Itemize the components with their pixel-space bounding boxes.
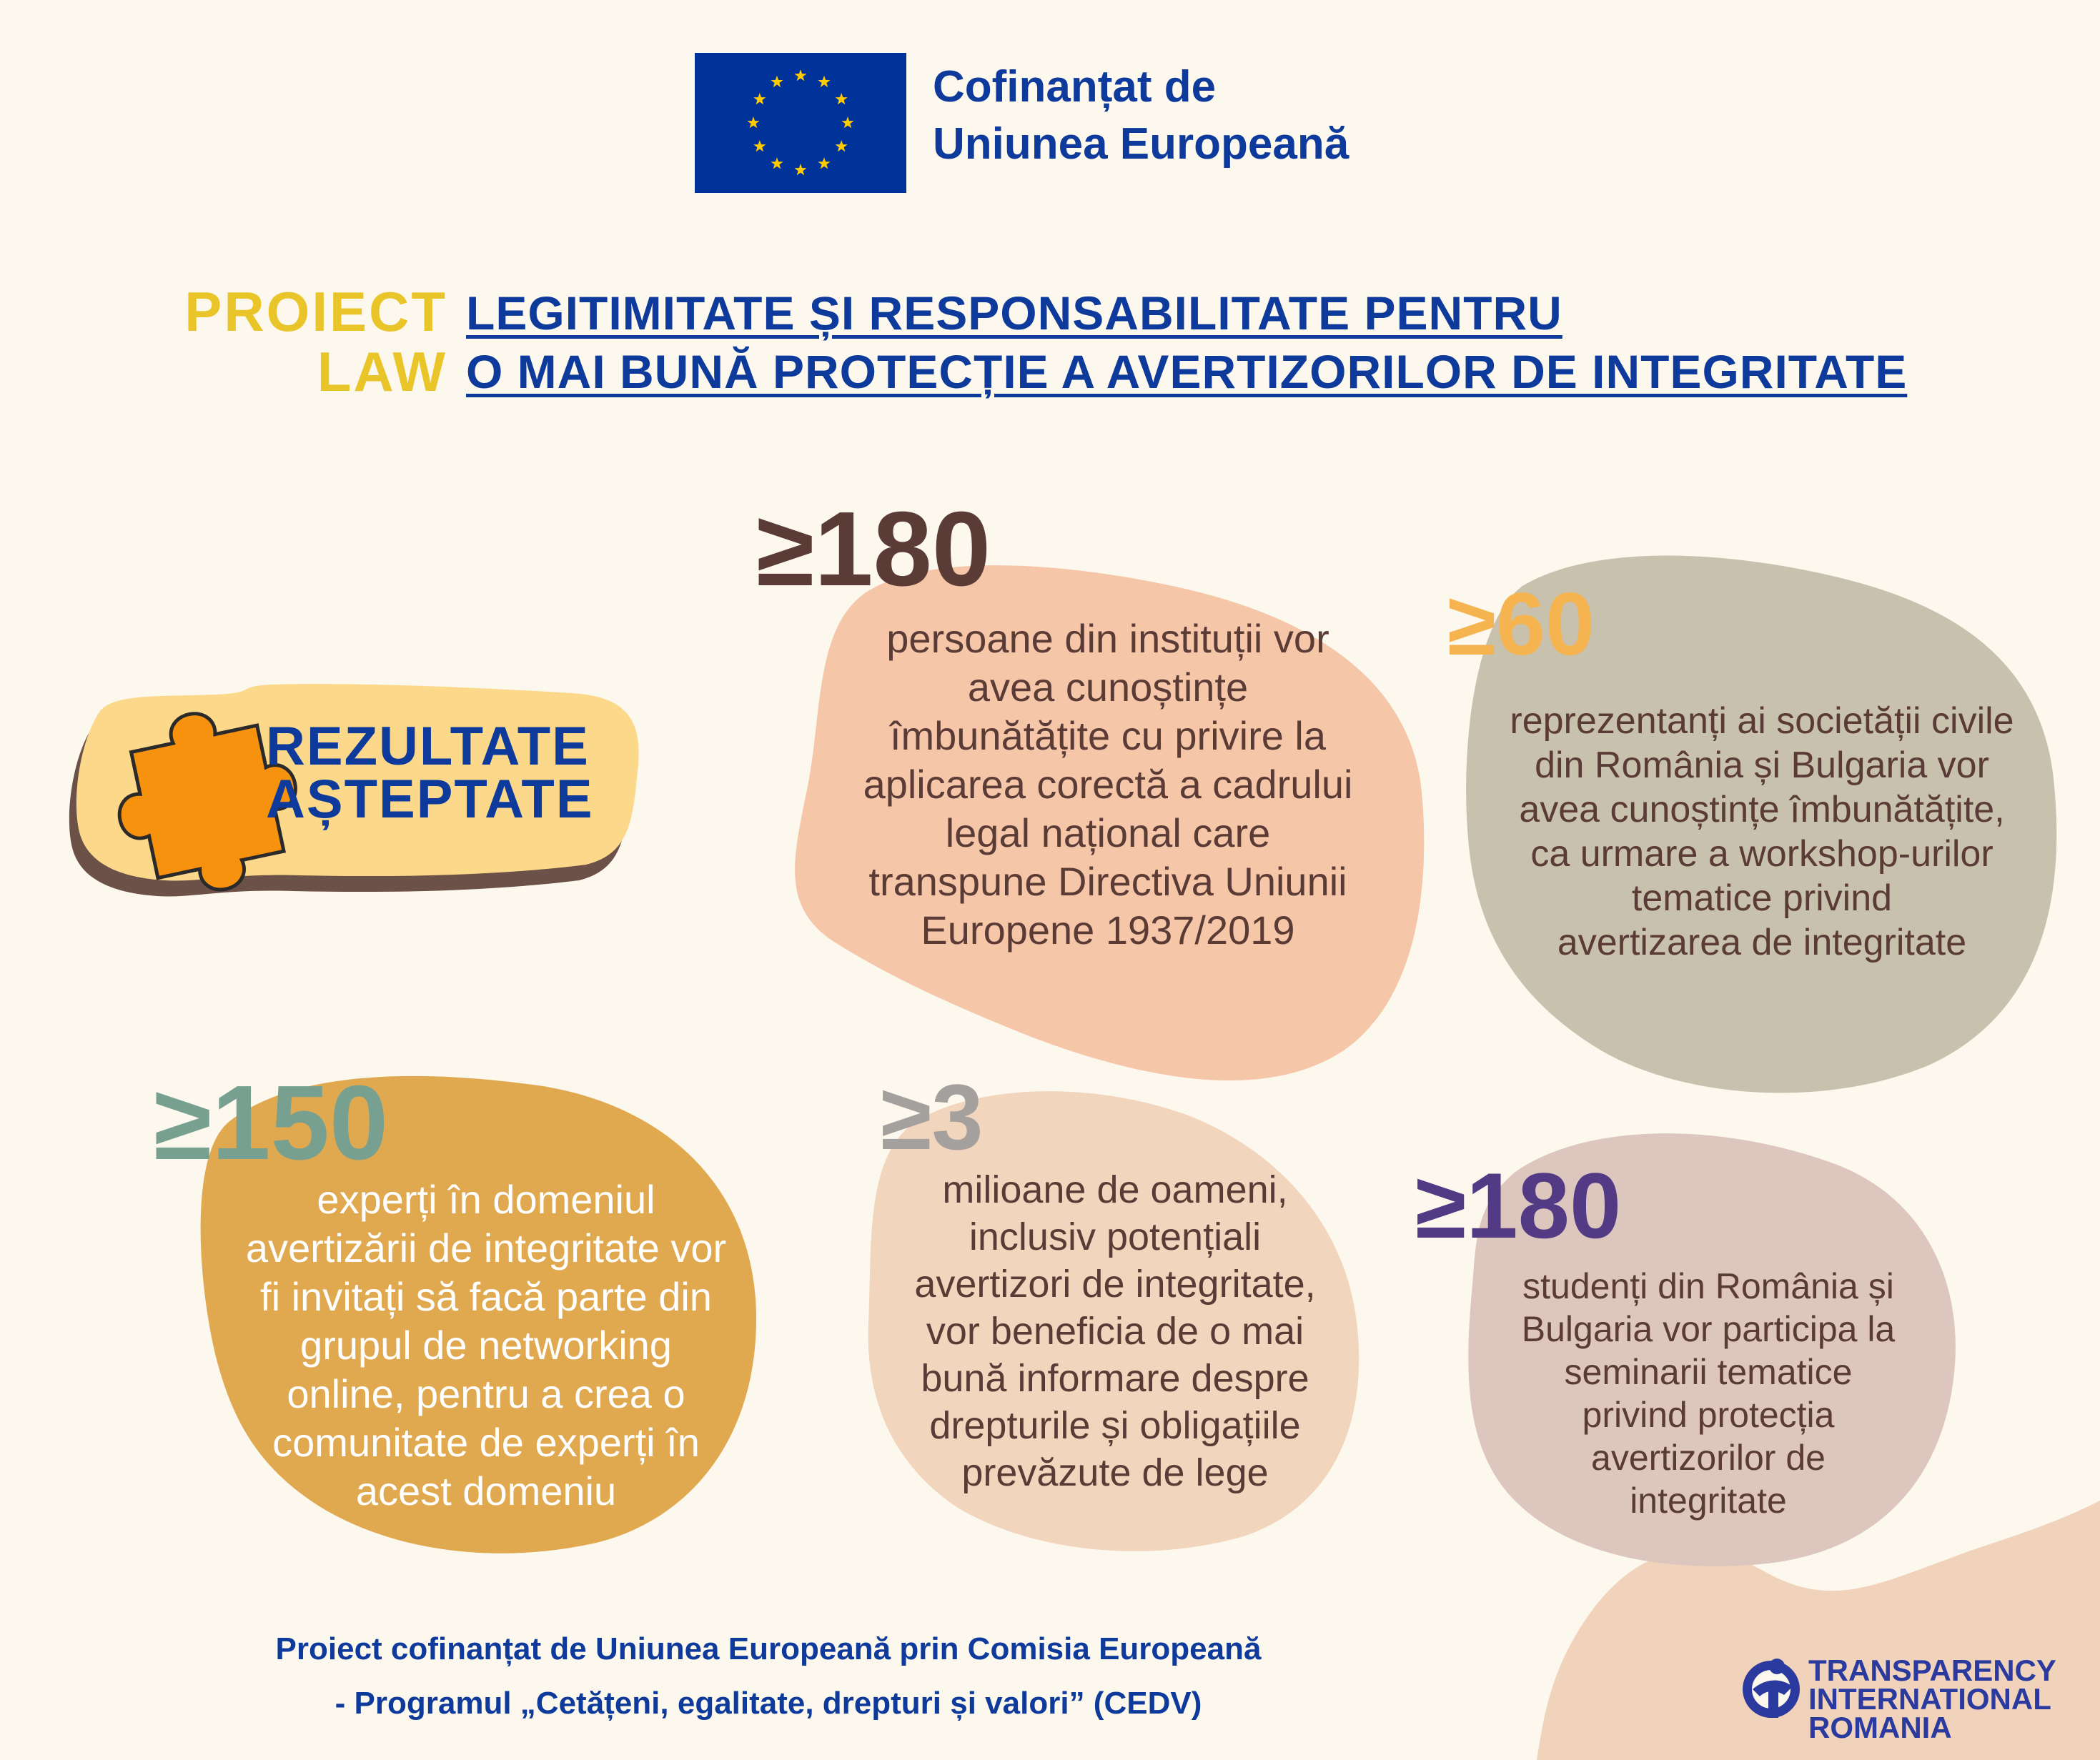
stat-description-3: [214, 1175, 758, 1516]
footer-note: [0, 1622, 1537, 1731]
eu-flag-icon: [695, 53, 906, 193]
project-label-line-1: PROIECT: [184, 280, 447, 343]
logo-line-1: TRANSPARENCY: [1808, 1654, 2056, 1687]
stat-5-line: studenți din România și: [1522, 1266, 1894, 1306]
stat-4-line: inclusiv potențiali: [969, 1215, 1262, 1258]
stat-4-line: vor beneficia de o mai: [926, 1310, 1304, 1353]
stat-description-1: [822, 615, 1394, 955]
badge-line-1: REZULTATE: [266, 716, 590, 777]
stat-value-3: ≥150: [154, 1064, 389, 1182]
stat-3-line: online, pentru a crea o: [287, 1371, 685, 1416]
title-line-1: LEGITIMITATE ȘI RESPONSABILITATE PENTRU: [466, 287, 1562, 339]
funding-line-2: Uniunea Europeană: [933, 119, 1349, 169]
stat-3-line: comunitate de experți în: [272, 1420, 700, 1465]
stat-1-line: aplicarea corectă a cadrului: [863, 762, 1353, 807]
funding-text: [933, 59, 1349, 173]
logo-line-3: ROMANIA: [1808, 1711, 1952, 1744]
stat-4-line: drepturile și obligațiile: [929, 1404, 1301, 1447]
stat-5-line: Bulgaria vor participa la: [1521, 1309, 1896, 1349]
stat-value-4: ≥3: [881, 1065, 984, 1169]
stat-4-line: avertizori de integritate,: [914, 1263, 1316, 1306]
stat-value-1: ≥180: [756, 490, 991, 608]
stat-1-line: persoane din instituții vor: [886, 616, 1329, 661]
footer-line-1: Proiect cofinanțat de Uniunea Europeană prin Comisia Europeană: [275, 1631, 1262, 1666]
project-label-line-2: LAW: [317, 340, 447, 403]
stat-value-2: ≥60: [1447, 575, 1595, 674]
stat-value-5: ≥180: [1415, 1153, 1622, 1258]
badge-line-2: AȘTEPTATE: [266, 769, 594, 830]
stat-1-line: avea cunoștințe: [967, 665, 1249, 710]
logo-line-2: INTERNATIONAL: [1808, 1682, 2051, 1716]
stat-description-2: [1480, 699, 2044, 965]
stat-4-line: milioane de oameni,: [942, 1168, 1288, 1211]
funding-line-1: Cofinanțat de: [933, 62, 1217, 111]
stat-description-4: [886, 1166, 1344, 1496]
stat-2-line: avertizarea de integritate: [1557, 922, 1967, 963]
stat-1-line: îmbunătățite cu privire la: [889, 713, 1327, 758]
stat-5-line: privind protecția: [1582, 1395, 1835, 1435]
stat-3-line: avertizării de integritate vor: [245, 1225, 727, 1271]
stat-2-line: avea cunoștințe îmbunătățite,: [1519, 789, 2005, 830]
stat-description-5: [1487, 1265, 1930, 1522]
stat-4-line: prevăzute de lege: [961, 1451, 1269, 1494]
stat-3-line: grupul de networking: [300, 1323, 672, 1368]
stat-2-line: reprezentanți ai societății civile: [1510, 700, 2014, 742]
title-line-2: O MAI BUNĂ PROTECȚIE A AVERTIZORILOR DE INTEGRITATE: [466, 345, 1908, 398]
stat-4-line: bună informare despre: [921, 1357, 1309, 1400]
stat-1-line: Europene 1937/2019: [921, 908, 1295, 953]
stat-1-line: legal național care: [945, 810, 1271, 855]
stat-5-line: integritate: [1630, 1481, 1787, 1521]
stat-3-line: experți în domeniul: [317, 1177, 655, 1222]
stat-5-line: seminarii tematice: [1564, 1352, 1853, 1392]
stat-1-line: transpune Directiva Uniunii: [868, 859, 1347, 904]
project-label: [184, 282, 447, 402]
results-badge-label: [266, 716, 594, 830]
stat-2-line: ca urmare a workshop-urilor: [1530, 833, 1993, 875]
stat-2-line: din România și Bulgaria vor: [1535, 745, 1989, 786]
stat-2-line: tematice privind: [1631, 877, 1893, 919]
stat-5-line: avertizorilor de: [1591, 1438, 1826, 1478]
stat-3-line: acest domeniu: [355, 1468, 617, 1513]
footer-line-2: - Programul „Cetățeni, egalitate, drepturi și valori” (CEDV): [335, 1686, 1202, 1721]
transparency-international-logo-text: [1808, 1656, 2056, 1742]
stat-3-line: fi invitați să facă parte din: [260, 1274, 712, 1319]
